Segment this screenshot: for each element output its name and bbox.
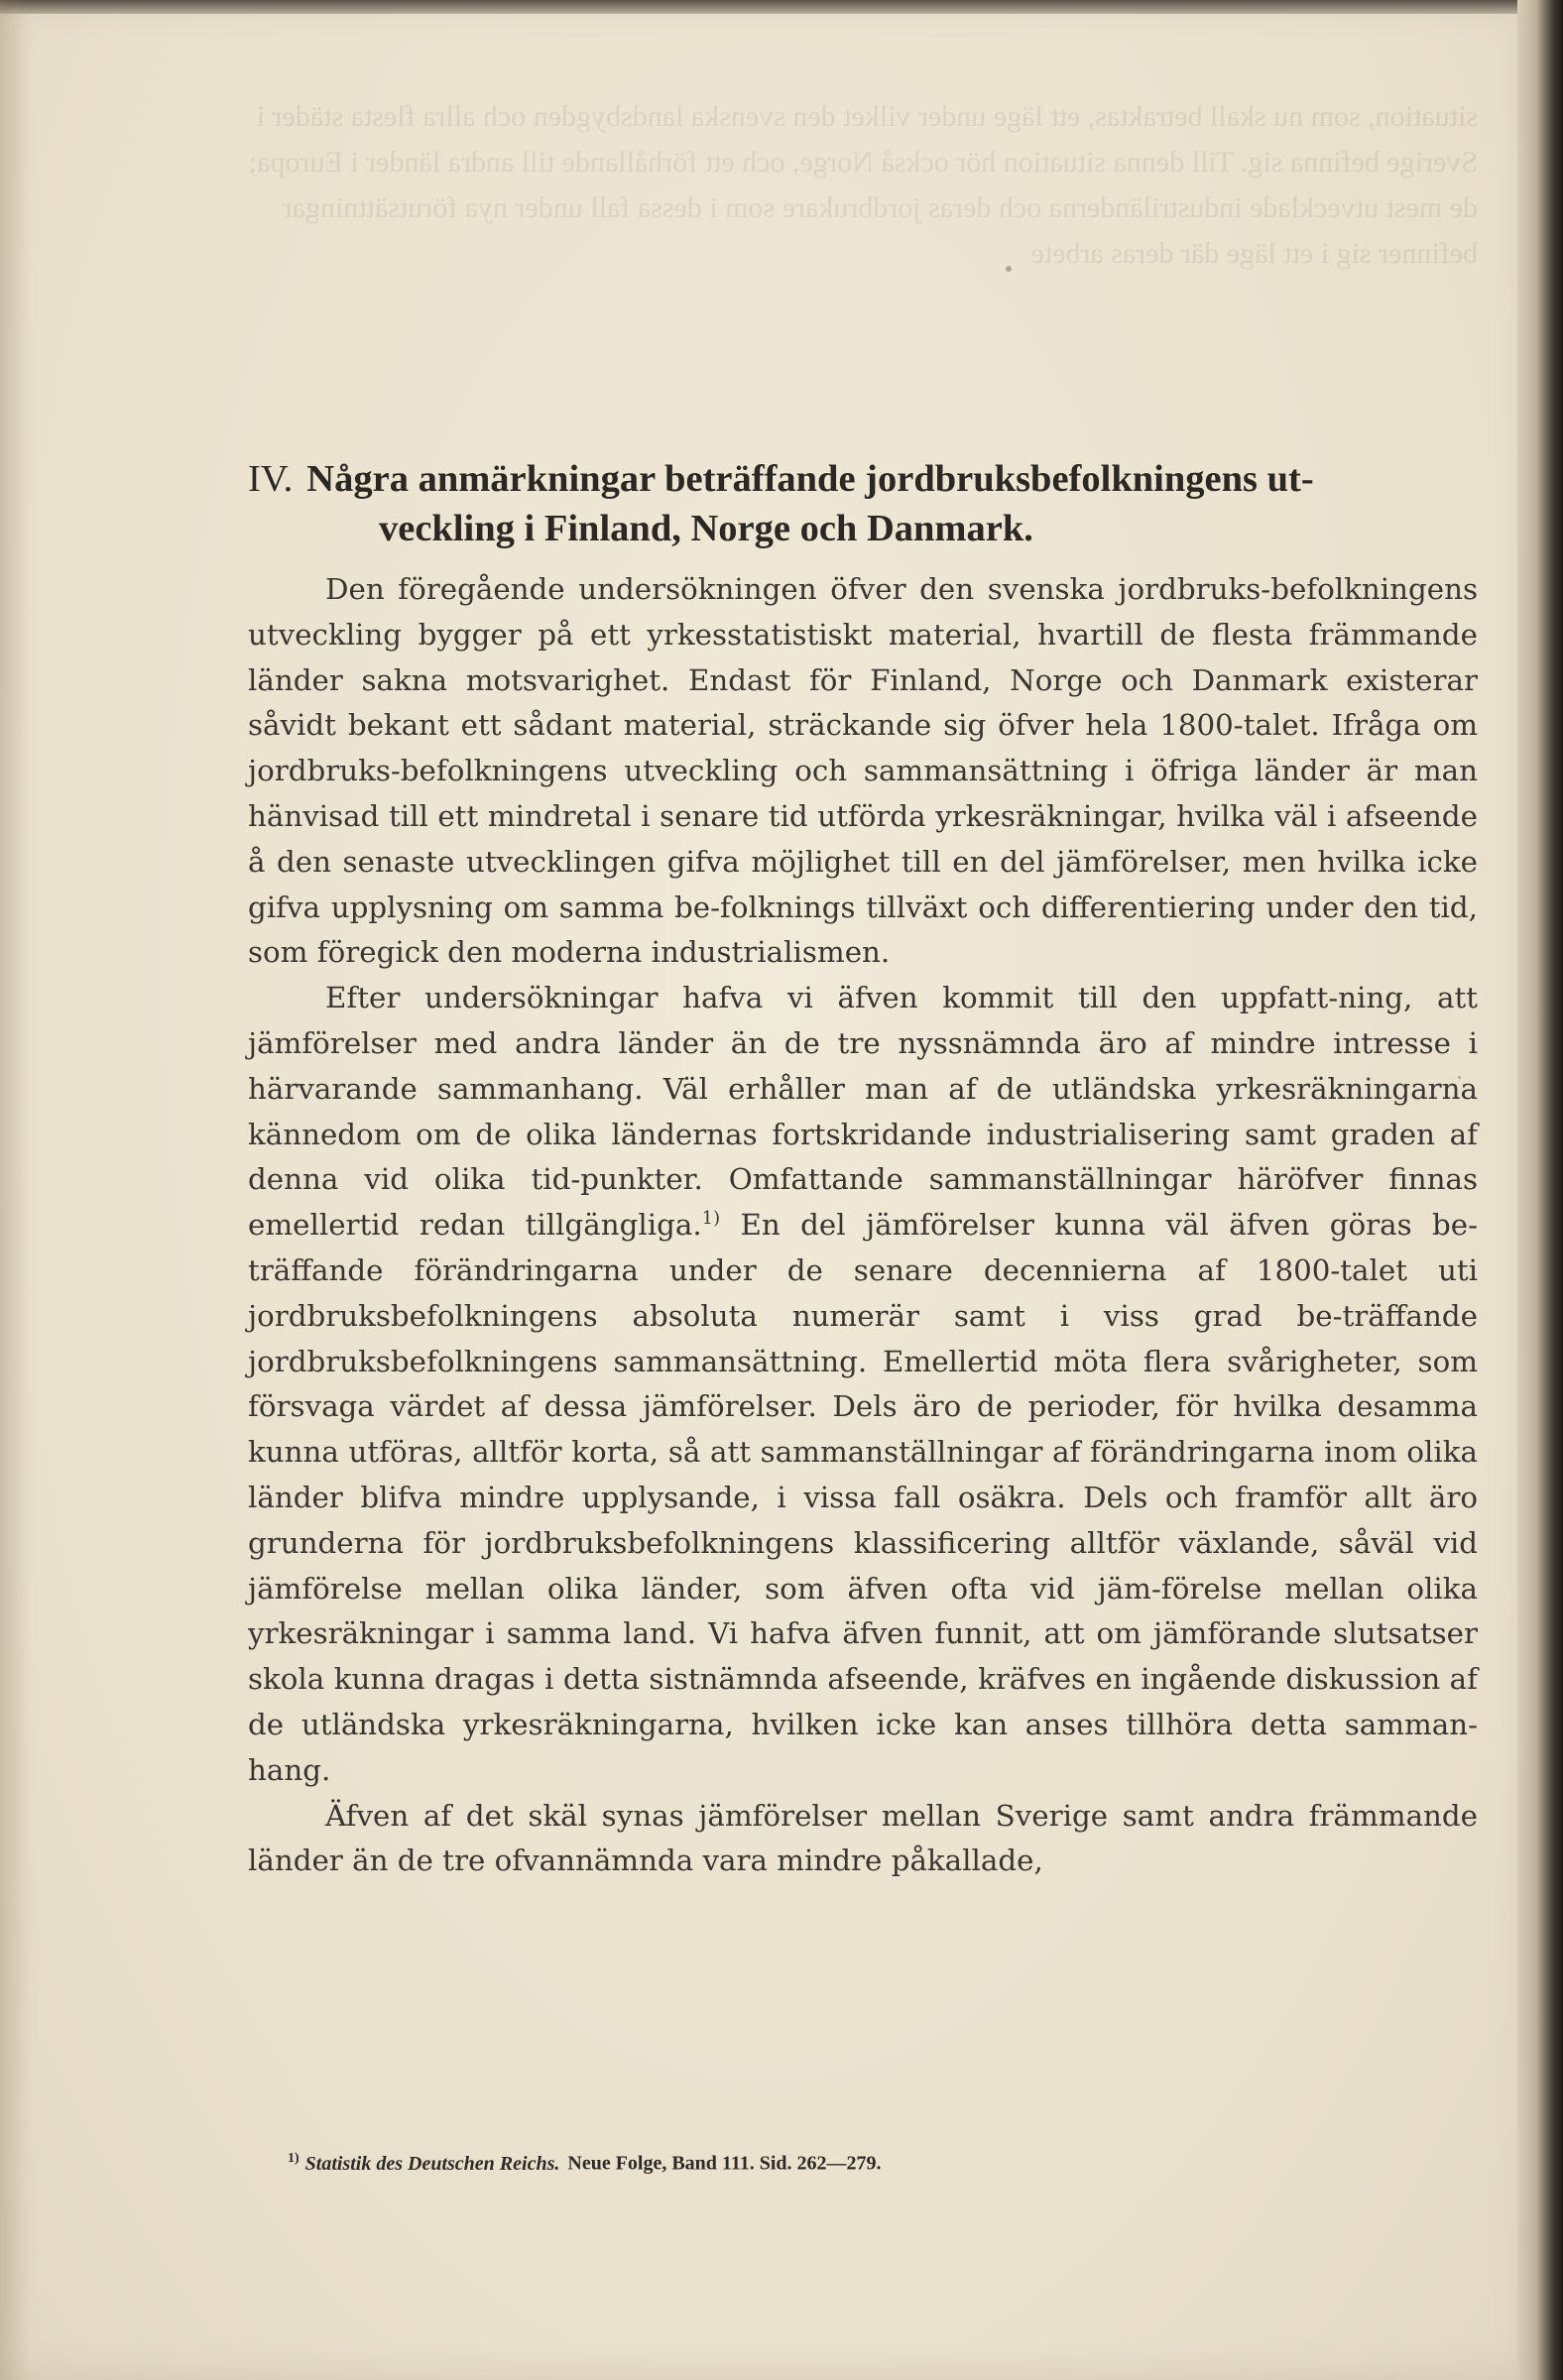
- footnote-reference: 1): [701, 1208, 721, 1230]
- paragraph-2-continuation: En del jämförelser kunna väl äfven göras be-träffande förändringarna under de senare decennierna af 1800-talet uti jordbruksbefolkningens absoluta numerär samt i viss grad be-träffande jordbruksbefolkningens sammansättning. Emellertid möta flera svårigheter, som försvaga värdet af dessa jämförelser. Dels äro de perioder, för hvilka desamma kunna utföras, alltför korta, så att sammanställningar af förändringarna inom olika länder blifva mindre upplysande, i vissa fall osäkra. Dels och framför allt äro grunderna för jordbruksbefolkningens klassificering alltför växlande, såväl vid jämförelse mellan olika länder, som äfven ofta vid jäm-förelse mellan olika yrkesräkningar i samma land. Vi hafva äfven funnit, att om jämförande slutsatser skola kunna dragas i detta sistnämnda afseende, kräfves en ingående diskussion af de utländska yrkesräkningarna, hvilken icke kan anses tillhöra detta samman-hang.: [248, 1208, 1478, 1787]
- page-left-shadow: [0, 0, 30, 2380]
- paragraph-2-text: Efter undersökningar hafva vi äfven kommit till den uppfatt-ning, att jämförelser med andra länder än de tre nyssnämnda äro af mindre intresse i härvarande sammanhang. Väl erhåller man af de utländska yrkesräkningarna kännedom om de olika ländernas fortskridande industrialisering samt graden af denna vid olika tid-punkter. Omfattande sammanställningar häröfver finnas emellertid redan tillgängliga.: [248, 981, 1478, 1243]
- paragraph-1: Den föregående undersökningen öfver den svenska jordbruks-befolkningens utveckling bygger på ett yrkesstatistiskt material, hvartill de flesta främmande länder sakna motsvarighet. Endast för Finland, Norge och Danmark existerar såvidt bekant ett sådant material, sträckande sig öfver hela 1800-talet. Ifråga om jordbruks-befolkningens utveckling och sammansättning i öfriga länder är man hänvisad till ett mindretal i senare tid utförda yrkesräkningar, hvilka väl i afseende å den senaste utvecklingen gifva möjlighet till en del jämförelser, men hvilka icke gifva upplysning om samma be-folknings tillväxt och differentiering under den tid, som föregick den moderna industrialismen.: [248, 572, 1478, 970]
- footnote-source: Statistik des Deutschen Reichs.: [304, 2152, 560, 2175]
- section-heading: [248, 454, 1478, 553]
- paragraph-2: [248, 976, 1478, 1793]
- section-title-line1: Några anmärkningar beträffande jordbruksbefolkningens ut-: [306, 458, 1314, 500]
- paper-speck: [1006, 266, 1012, 272]
- section-number: IV.: [248, 458, 294, 500]
- footnote-mark: 1): [288, 2151, 300, 2166]
- scan-top-border: [0, 0, 1533, 14]
- body-text: [248, 567, 1478, 1884]
- footnote: [288, 2145, 1438, 2178]
- paper-speck: [1458, 1076, 1461, 1079]
- footnote-text: Neue Folge, Band 111. Sid. 262—279.: [567, 2152, 882, 2175]
- section-title-line2: veckling i Finland, Norge och Danmark.: [379, 508, 1033, 549]
- book-spine-edge: [1517, 0, 1563, 2380]
- bleed-through-text: situation, som nu skall betraktas, ett läge under vilket den svenska landsbygden och allra flesta städer i Sverige befinna sig. Till denna situation hör också Norge, och ett förhållande till andra länder i Europa; de mest utvecklade industriländerna och deras jordbrukare som i dessa fall under nya förutsättningar befinner sig i ett läge där deras arbete: [248, 100, 1478, 270]
- paragraph-3: Äfven af det skäl synas jämförelser mellan Sverige samt andra främmande länder än de tre ofvannämnda vara mindre påkallade,: [248, 1798, 1478, 1878]
